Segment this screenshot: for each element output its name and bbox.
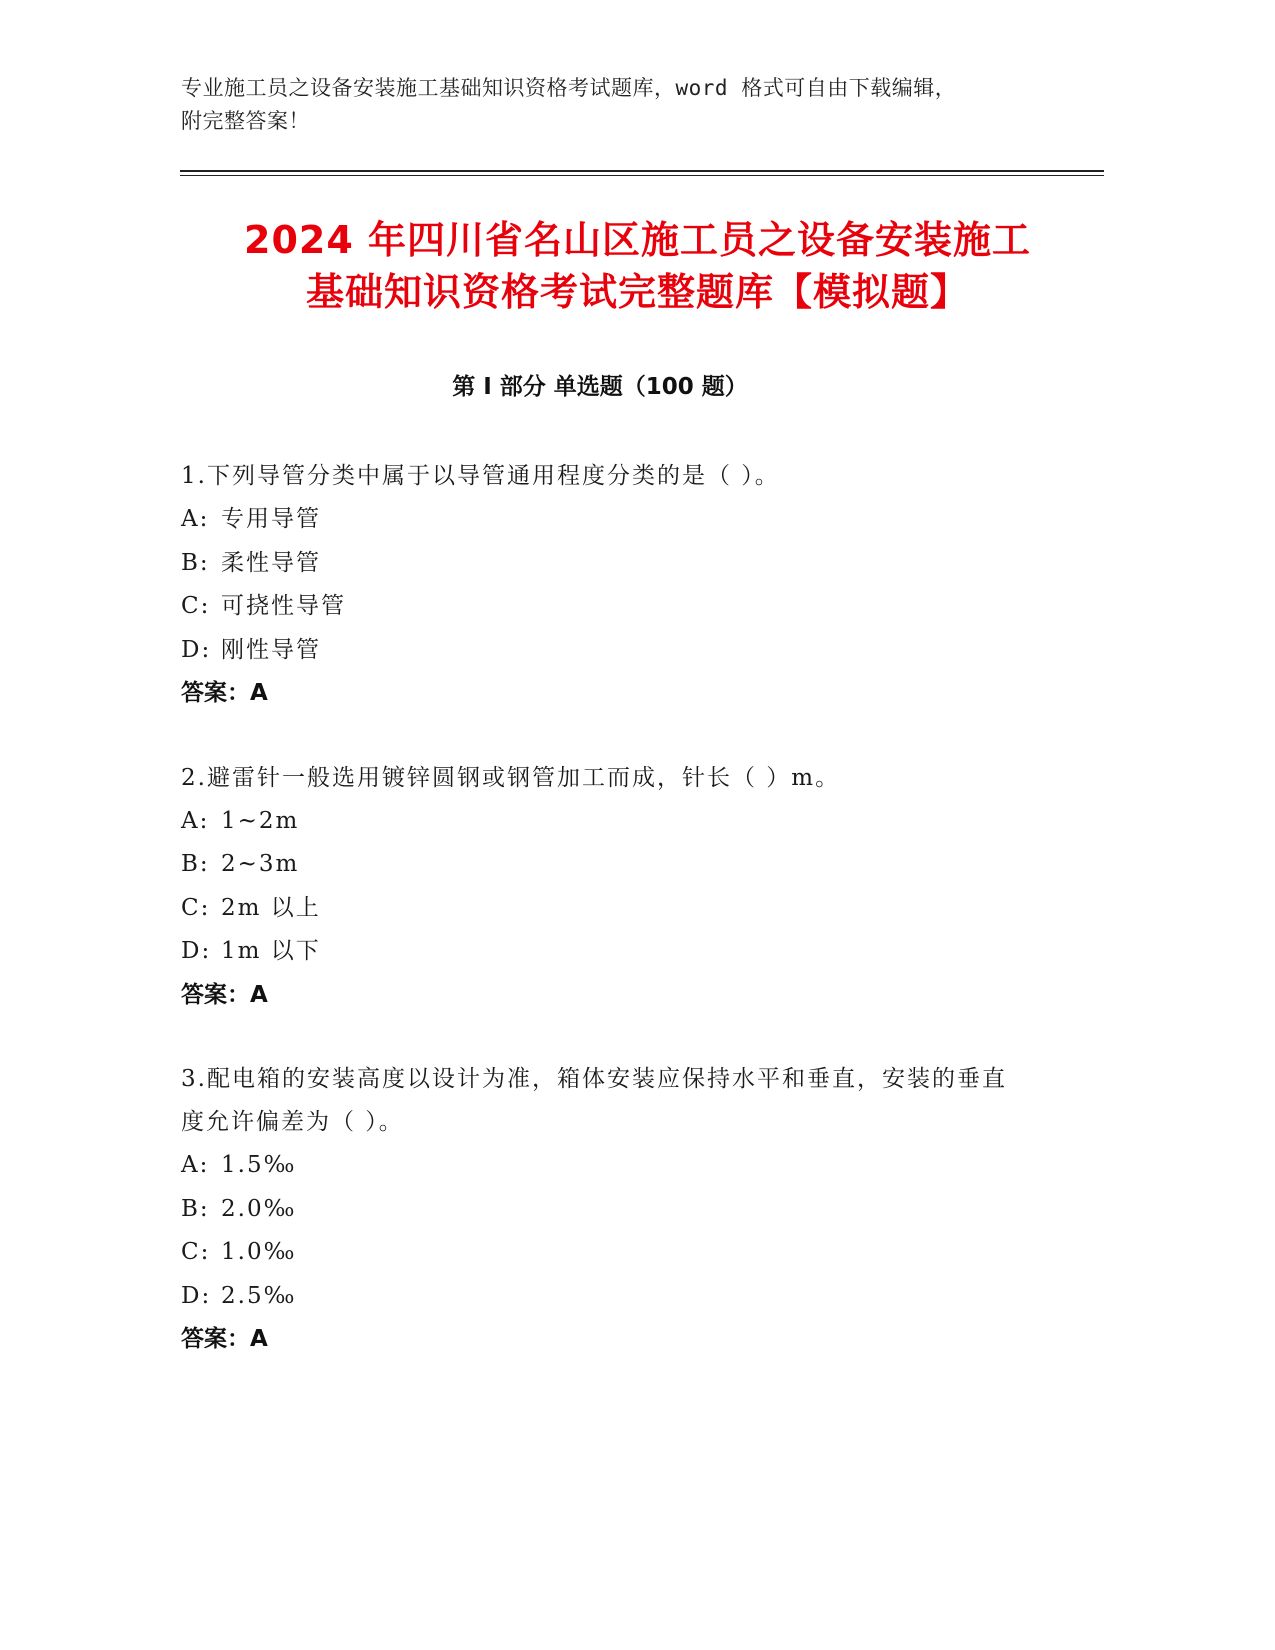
option-text: 1.0‰: [221, 1239, 297, 1265]
option-letter: C:: [181, 593, 211, 619]
question-option-b: [181, 542, 1021, 586]
section-heading: 第 I 部分 单选题（100 题）: [452, 374, 748, 400]
option-letter: B:: [181, 549, 210, 576]
option-letter: A:: [181, 1152, 210, 1178]
option-letter: A:: [181, 807, 210, 834]
option-text: 专用导管: [221, 506, 321, 532]
question-option-a: [181, 800, 1021, 844]
question-1: [181, 455, 1021, 716]
option-text: 2.5‰: [221, 1282, 297, 1309]
question-stem: 1.下列导管分类中属于以导管通用程度分类的是（ ）。: [181, 463, 780, 489]
question-option-b: [181, 843, 1021, 887]
question-answer: 答案：A: [181, 680, 268, 706]
question-option-a: [181, 498, 1021, 542]
header-rule-thick: [180, 170, 1104, 172]
question-option-b: [181, 1188, 1021, 1232]
header-rule-thin: [180, 175, 1104, 176]
option-text: 1m 以下: [221, 938, 321, 964]
option-letter: D:: [181, 1282, 212, 1309]
option-text: 1.5‰: [221, 1152, 297, 1178]
question-option-a: [181, 1144, 1021, 1188]
document-title: [150, 214, 1125, 318]
header-note-line-1: 专业施工员之设备安装施工基础知识资格考试题库，word 格式可自由下载编辑，: [181, 76, 957, 100]
question-answer: 答案：A: [181, 1326, 268, 1352]
question-2: [181, 757, 1021, 1018]
question-stem: 2.避雷针一般选用镀锌圆钢或钢管加工而成，针长（ ）m。: [181, 764, 841, 791]
document-title-line-1: 2024 年四川省名山区施工员之设备安装施工: [244, 218, 1031, 262]
option-text: 2.0‰: [221, 1195, 297, 1222]
option-letter: B:: [181, 1195, 210, 1222]
header-note: [181, 72, 1081, 138]
question-option-c: [181, 1231, 1021, 1275]
option-letter: C:: [181, 894, 211, 921]
option-letter: C:: [181, 1239, 211, 1265]
question-option-d: [181, 1275, 1021, 1319]
option-letter: A:: [181, 506, 210, 532]
option-text: 刚性导管: [221, 636, 321, 663]
option-text: 2m 以上: [221, 894, 321, 921]
question-answer: 答案：A: [181, 981, 268, 1008]
option-text: 柔性导管: [221, 549, 321, 576]
question-stem: 3.配电箱的安装高度以设计为准，箱体安装应保持水平和垂直，安装的垂直度允许偏差为（ ）。: [181, 1066, 1007, 1135]
option-letter: B:: [181, 851, 210, 877]
option-letter: D:: [181, 938, 212, 964]
question-option-d: [181, 629, 1021, 673]
question-3: [181, 1058, 1021, 1362]
option-letter: D:: [181, 636, 212, 663]
header-note-line-2: 附完整答案！: [181, 109, 310, 133]
question-list: [181, 455, 1021, 1403]
question-option-c: [181, 585, 1021, 629]
question-option-c: [181, 887, 1021, 931]
document-title-line-2: 基础知识资格考试完整题库【模拟题】: [305, 270, 969, 314]
option-text: 2~3m: [221, 851, 300, 877]
option-text: 1~2m: [221, 807, 300, 834]
option-text: 可挠性导管: [221, 593, 346, 619]
question-option-d: [181, 930, 1021, 974]
